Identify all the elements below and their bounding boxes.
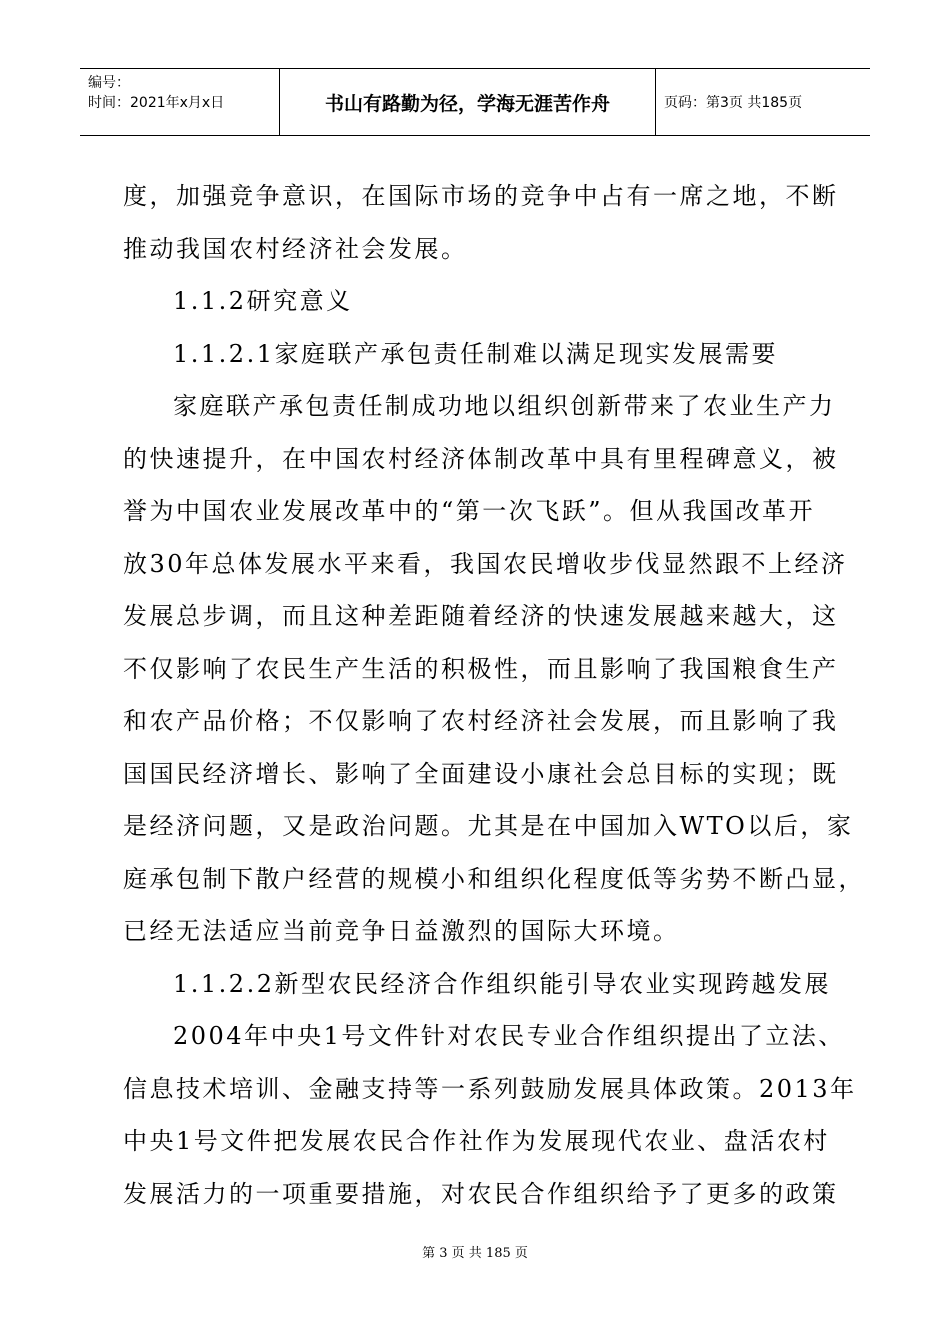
text-line: 誉为中国农业发展改革中的“第一次飞跃”。但从我国改革开 — [123, 497, 816, 525]
text-line: 是经济问题，又是政治问题。尤其是在中国加入WTO以后，家 — [123, 812, 854, 840]
document-number-label: 编号： — [88, 75, 130, 91]
text-line: 1.1.2.1家庭联产承包责任制难以满足现实发展需要 — [173, 339, 778, 368]
page-header — [80, 68, 870, 136]
text-line: 不仅影响了农民生产生活的积极性，而且影响了我国粮食生产 — [123, 654, 839, 683]
text-line: 国国民经济增长、影响了全面建设小康社会总目标的实现；既 — [123, 759, 839, 788]
header-meta — [80, 69, 280, 135]
text-line: 发展活力的一项重要措施，对农民合作组织给予了更多的政策 — [123, 1179, 839, 1208]
page-footer: 第 3 页 共 185 页 — [422, 1246, 528, 1261]
text-line: 度，加强竞争意识，在国际市场的竞争中占有一席之地，不断 — [123, 182, 839, 210]
text-line: 中央1号文件把发展农民合作社作为发展现代农业、盘活农村 — [123, 1127, 830, 1155]
document-body — [123, 170, 865, 1220]
text-line: 1.1.2研究意义 — [173, 287, 353, 315]
text-line: 推动我国农村经济社会发展。 — [123, 234, 468, 263]
text-line: 已经无法适应当前竞争日益激烈的国际大环境。 — [123, 917, 680, 945]
text-line: 发展总步调，而且这种差距随着经济的快速发展越来越大，这 — [123, 602, 839, 630]
text-line: 家庭联产承包责任制成功地以组织创新带来了农业生产力 — [173, 392, 836, 420]
header-motto: 书山有路勤为径，学海无涯苦作舟 — [280, 69, 656, 135]
text-line: 的快速提升，在中国农村经济体制改革中具有里程碑意义，被 — [123, 444, 839, 473]
text-line: 庭承包制下散户经营的规模小和组织化程度低等劣势不断凸显， — [123, 864, 865, 893]
text-line: 2004年中央1号文件针对农民专业合作组织提出了立法、 — [173, 1022, 845, 1050]
text-line: 1.1.2.2新型农民经济合作组织能引导农业实现跨越发展 — [173, 969, 831, 998]
text-line: 和农产品价格；不仅影响了农村经济社会发展，而且影响了我 — [123, 707, 839, 735]
text-line: 信息技术培训、金融支持等一系列鼓励发展具体政策。2013年 — [123, 1074, 857, 1103]
header-page-info: 页码：第3页 共185页 — [664, 95, 803, 111]
text-line: 放30年总体发展水平来看，我国农民增收步伐显然跟不上经济 — [123, 549, 848, 578]
document-date: 时间：2021年x月x日 — [88, 95, 225, 111]
